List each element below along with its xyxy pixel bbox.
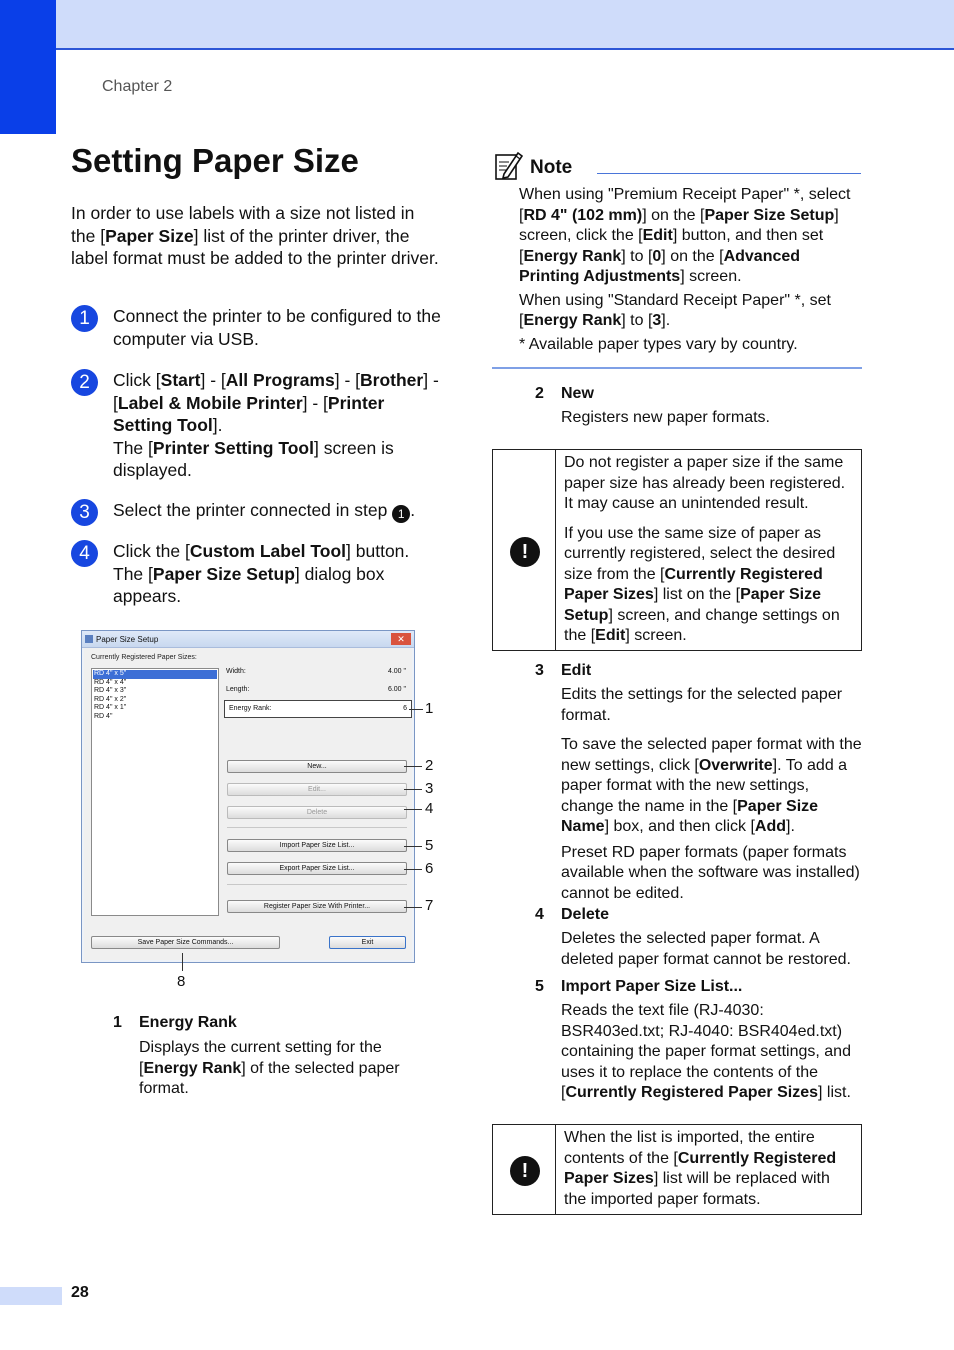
close-icon[interactable]: ✕ xyxy=(391,633,411,645)
caution-box xyxy=(492,449,862,651)
step-text: Click [Start] - [All Programs] - [Brother] - [Label & Mobile Printer] - [Printer Setting Tool]. The [Printer Setting Tool] screen is displayed. xyxy=(113,370,439,480)
item-heading: New xyxy=(561,385,594,402)
callout-line xyxy=(404,766,422,767)
list-item[interactable]: RD 4" x 5" xyxy=(93,670,217,679)
item-heading: Energy Rank xyxy=(139,1014,237,1031)
step-number: 2 xyxy=(71,369,98,396)
callout-line xyxy=(404,907,422,908)
item-number: 2 xyxy=(535,385,544,402)
note-pencil-icon xyxy=(494,150,524,182)
step-ref-icon: 1 xyxy=(392,505,410,523)
caution-paragraph: If you use the same size of paper as currently registered, select the desired size from the [Currently Registered Paper Sizes] list on the [Paper Size Setup] screen, and change settings on the [Edit] screen. xyxy=(564,524,840,644)
callout-line xyxy=(404,809,422,810)
length-label: Length: xyxy=(226,686,250,693)
callout-7: 7 xyxy=(425,897,434,914)
list-item[interactable]: RD 4" x 4" xyxy=(94,678,127,686)
callout-line xyxy=(409,709,423,710)
step-text: Connect the printer to be configured to the computer via USB. xyxy=(113,306,441,349)
caution-paragraph: When the list is imported, the entire contents of the [Currently Registered Paper Sizes] list will be replaced with the imported paper formats. xyxy=(564,1129,837,1208)
save-paper-size-commands-button[interactable]: Save Paper Size Commands... xyxy=(91,936,280,949)
note-body xyxy=(519,185,864,355)
width-row xyxy=(226,668,410,675)
divider xyxy=(227,827,407,828)
item-heading: Edit xyxy=(561,662,592,679)
step-text: Click the [Custom Label Tool] button. The [Paper Size Setup] dialog box appears. xyxy=(113,541,410,606)
register-paper-size-button[interactable]: Register Paper Size With Printer... xyxy=(227,900,407,913)
dialog-title: Paper Size Setup xyxy=(96,635,159,644)
note-rule xyxy=(597,173,861,174)
item-paragraph: Edits the settings for the selected paper format. xyxy=(561,686,843,724)
new-button[interactable]: New... xyxy=(227,760,407,773)
caution-text xyxy=(564,1128,856,1210)
caution-icon-cell xyxy=(493,1125,556,1214)
chapter-label: Chapter 2 xyxy=(102,78,173,95)
energy-label: Energy Rank: xyxy=(229,705,272,712)
exclamation-icon: ! xyxy=(510,537,540,567)
delete-button[interactable]: Delete xyxy=(227,806,407,819)
step-number: 1 xyxy=(71,305,98,332)
item-description: Deletes the selected paper format. A deleted paper format cannot be restored. xyxy=(561,930,851,968)
note-paragraph: When using "Premium Receipt Paper" *, select [RD 4" (102 mm)] on the [Paper Size Setup] screen, click the [Edit] button, and then set [Energy Rank] to [0] on the [Advanced Printing Adjustments] screen. xyxy=(519,186,851,285)
page-number: 28 xyxy=(71,1284,89,1301)
edit-button[interactable]: Edit... xyxy=(227,783,407,796)
caution-text xyxy=(564,453,856,647)
callout-line xyxy=(182,953,183,971)
callout-6: 6 xyxy=(425,860,434,877)
page-title: Setting Paper Size xyxy=(71,142,359,179)
callout-line xyxy=(404,846,422,847)
caution-box xyxy=(492,1124,862,1215)
callout-line xyxy=(404,869,422,870)
caution-paragraph: Do not register a paper size if the same paper size has already been registered. It may cause an unintended result. xyxy=(564,454,846,512)
paper-size-list[interactable] xyxy=(91,668,219,916)
callout-5: 5 xyxy=(425,837,434,854)
width-value: 4.00 " xyxy=(387,668,406,675)
intro-paragraph: In order to use labels with a size not listed in the [Paper Size] list of the printer driver, the label format must be added to the printer driver. xyxy=(71,203,439,268)
width-label: Width: xyxy=(226,668,246,675)
item-number: 1 xyxy=(113,1014,122,1031)
item-number: 3 xyxy=(535,662,544,679)
item-description xyxy=(561,685,866,904)
caution-icon-cell xyxy=(493,450,556,650)
exclamation-icon: ! xyxy=(510,1156,540,1186)
energy-value: 6 xyxy=(403,705,407,712)
energy-rank-field xyxy=(224,700,412,718)
length-row xyxy=(226,686,410,693)
callout-1: 1 xyxy=(425,700,434,717)
callout-4: 4 xyxy=(425,800,434,817)
callout-3: 3 xyxy=(425,780,434,797)
page-number-bar xyxy=(0,1287,62,1305)
item-heading: Import Paper Size List... xyxy=(561,978,743,995)
list-label: Currently Registered Paper Sizes: xyxy=(91,654,197,661)
paper-size-setup-dialog xyxy=(81,630,415,963)
note-title: Note xyxy=(530,157,573,178)
list-item[interactable]: RD 4" xyxy=(94,712,113,720)
export-paper-size-list-button[interactable]: Export Paper Size List... xyxy=(227,862,407,875)
exit-button[interactable]: Exit xyxy=(329,936,406,949)
divider xyxy=(227,884,407,885)
dialog-title-bar xyxy=(82,631,414,648)
note-paragraph: When using "Standard Receipt Paper" *, set [Energy Rank] to [3]. xyxy=(519,291,831,329)
callout-line xyxy=(404,789,422,790)
step-number: 3 xyxy=(71,499,98,526)
list-item[interactable]: RD 4" x 2" xyxy=(94,695,127,703)
note-footnote: * Available paper types vary by country. xyxy=(519,335,798,353)
list-item[interactable]: RD 4" x 1" xyxy=(94,704,127,712)
import-paper-size-list-button[interactable]: Import Paper Size List... xyxy=(227,839,407,852)
step-text: Select the printer connected in step 1 . xyxy=(113,500,416,521)
item-heading: Delete xyxy=(561,906,610,923)
item-description: Registers new paper formats. xyxy=(561,409,770,426)
step-number: 4 xyxy=(71,540,98,567)
dialog-body xyxy=(84,648,412,960)
item-number: 4 xyxy=(535,906,544,923)
item-paragraph: Preset RD paper formats (paper formats available when the software was installed) cannot be edited. xyxy=(561,843,860,902)
callout-2: 2 xyxy=(425,757,434,774)
item-paragraph: To save the selected paper format with the new settings, click [Overwrite]. To add a paper format with the new settings, change the name in the [Paper Size Name] box, and then click [Add]. xyxy=(561,736,862,835)
callout-8: 8 xyxy=(177,973,186,990)
item-number: 5 xyxy=(535,978,544,995)
length-value: 6.00 " xyxy=(387,686,406,693)
top-band xyxy=(0,0,954,50)
note-bottom-rule xyxy=(492,367,862,369)
item-description: Reads the text file (RJ-4030: BSR403ed.txt; RJ-4040: BSR404ed.txt) containing the paper format settings, and uses it to replace the contents of the [Currently Registered Paper Sizes] list. xyxy=(561,1002,851,1101)
list-item[interactable]: RD 4" x 3" xyxy=(94,687,127,695)
app-icon xyxy=(85,635,93,643)
item-description: Displays the current setting for the [Energy Rank] of the selected paper format. xyxy=(139,1039,400,1097)
chapter-tab xyxy=(0,0,56,134)
